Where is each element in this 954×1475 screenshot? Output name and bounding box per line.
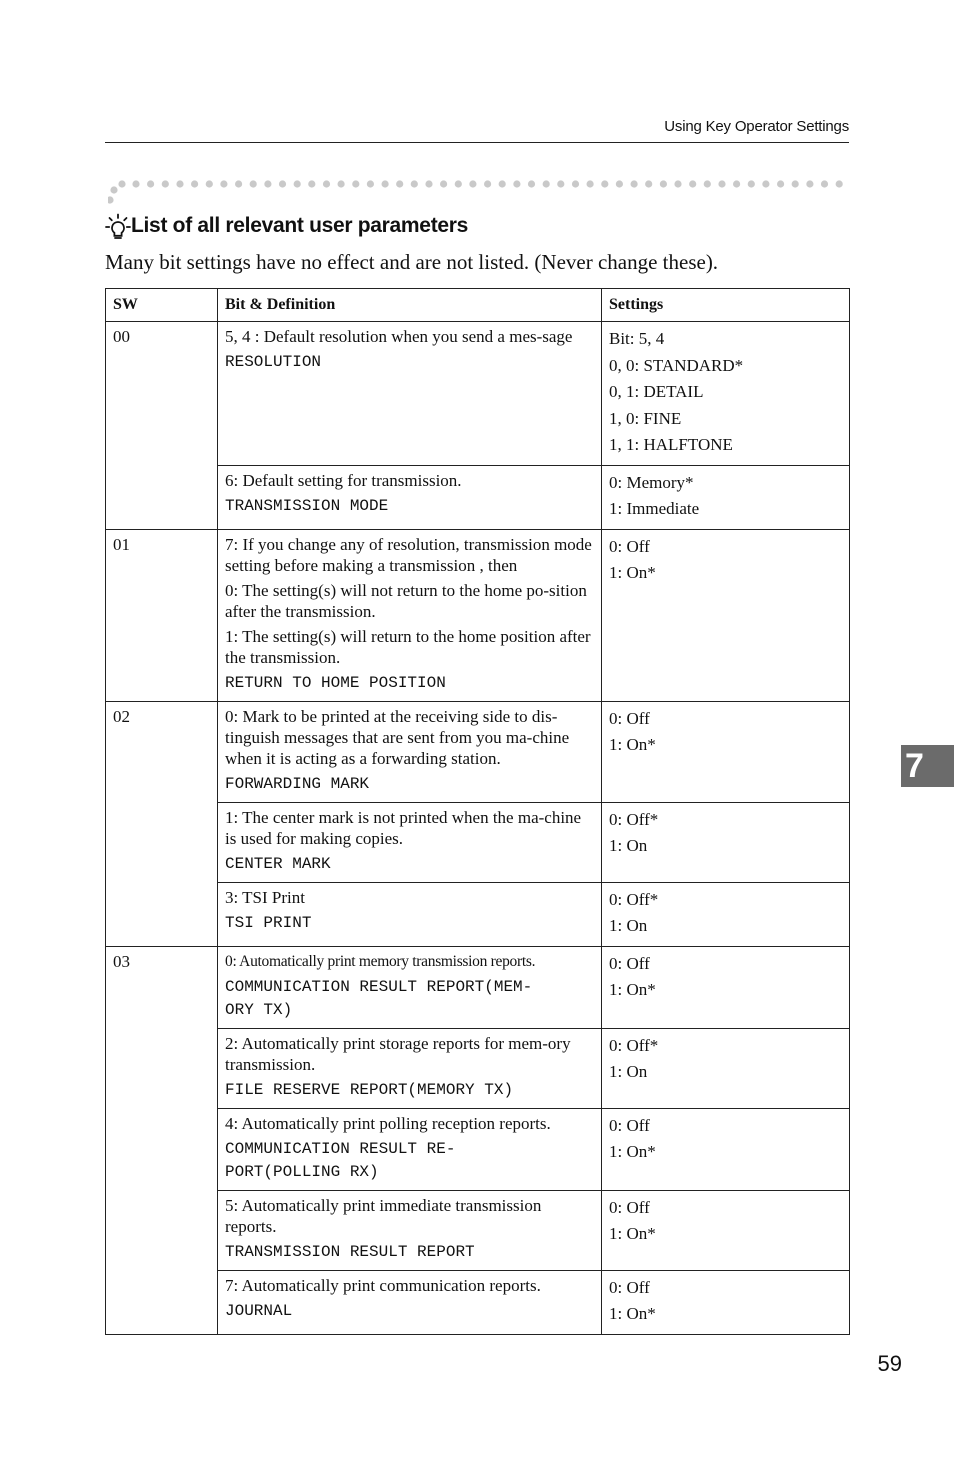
- table-row: [106, 802, 850, 882]
- separator-dot: [220, 180, 227, 187]
- table-header-row: [106, 289, 850, 322]
- separator-dot: [308, 180, 315, 187]
- lightbulb-icon: [105, 213, 131, 241]
- setting-option: 0, 1: DETAIL: [609, 382, 704, 401]
- separator-dot: [440, 180, 447, 187]
- parameter-code: JOURNAL: [225, 1301, 293, 1320]
- separator-dot: [382, 180, 389, 187]
- definition-text: 4: Automatically print polling reception reports.: [225, 1113, 551, 1133]
- definition-text: 7: If you change any of resolution, transmission mode setting before making a transmission , then: [225, 534, 592, 575]
- separator-dot: [660, 180, 667, 187]
- sw-cell: 03: [106, 946, 218, 1334]
- table-row: [106, 529, 850, 701]
- parameter-code: COMMUNICATION RESULT REPORT(MEM-: [225, 977, 533, 996]
- definition-cell: [218, 529, 602, 701]
- setting-option: 0: Off: [609, 708, 650, 728]
- setting-option: 1: On*: [609, 1304, 656, 1323]
- definition-cell: [218, 1028, 602, 1108]
- separator-dot: [367, 180, 374, 187]
- parameter-code: TRANSMISSION MODE: [225, 496, 389, 515]
- definition-cell: [218, 701, 602, 802]
- setting-option: 0, 0: STANDARD*: [609, 355, 744, 375]
- table-row: [106, 946, 850, 1028]
- definition-text: 1: The center mark is not printed when the ma-chine is used for making copies.: [225, 807, 582, 848]
- separator-dot: [704, 180, 711, 187]
- running-header: Using Key Operator Settings: [664, 118, 849, 135]
- definition-text: 3: TSI Print: [225, 887, 305, 907]
- separator-dot: [469, 180, 476, 187]
- setting-option: 1: On*: [609, 1142, 656, 1161]
- definition-cell: [218, 465, 602, 529]
- parameter-code: ORY TX): [225, 1000, 293, 1019]
- parameter-code: RETURN TO HOME POSITION: [225, 673, 446, 692]
- separator-dot: [806, 180, 813, 187]
- setting-option: 0: Off: [609, 536, 650, 556]
- setting-option: 0: Memory*: [609, 472, 694, 492]
- setting-option: 0: Off: [609, 1197, 650, 1217]
- parameter-code: FILE RESERVE REPORT(MEMORY TX): [225, 1080, 514, 1099]
- table-row: [106, 1028, 850, 1108]
- setting-option: 1: On*: [609, 563, 656, 582]
- table-row: [106, 1270, 850, 1334]
- parameter-code: TRANSMISSION RESULT REPORT: [225, 1242, 475, 1261]
- separator-dot: [616, 180, 623, 187]
- page-number: 59: [877, 1351, 902, 1376]
- header-settings: Settings: [602, 289, 850, 322]
- setting-option: 1: On: [609, 836, 648, 855]
- separator-dot: [733, 180, 740, 187]
- table-body: [106, 322, 850, 1335]
- setting-option: 1: On*: [609, 980, 656, 999]
- separator-dot: [425, 180, 432, 187]
- table-row: [106, 882, 850, 946]
- setting-option: 0: Off*: [609, 889, 659, 909]
- setting-option: 1: On: [609, 916, 648, 935]
- separator-dot: [294, 180, 301, 187]
- separator-dot: [748, 180, 755, 187]
- settings-cell: [602, 1108, 850, 1190]
- parameter-code: FORWARDING MARK: [225, 774, 370, 793]
- separator-dot: [821, 180, 828, 187]
- header-rule: [105, 142, 849, 143]
- separator-dot: [674, 180, 681, 187]
- separator-dot: [455, 180, 462, 187]
- definition-cell: [218, 322, 602, 466]
- setting-option: 1, 0: FINE: [609, 408, 682, 428]
- definition-text: 1: The setting(s) will return to the home position after the transmission.: [225, 626, 591, 667]
- settings-cell: [602, 1028, 850, 1108]
- table-row: [106, 701, 850, 802]
- separator-dot: [762, 180, 769, 187]
- definition-text: 0: The setting(s) will not return to the home po-sition after the transmission.: [225, 580, 587, 621]
- definition-text: 0: Automatically print memory transmission reports.: [225, 952, 536, 970]
- definition-cell: [218, 946, 602, 1028]
- separator-dot: [557, 180, 564, 187]
- setting-option: 1: On*: [609, 1224, 656, 1243]
- separator-dot: [323, 180, 330, 187]
- separator-dot: [528, 180, 535, 187]
- separator-dot: [235, 180, 242, 187]
- intro-text: Many bit settings have no effect and are not listed. (Never change these).: [105, 250, 719, 274]
- definition-cell: [218, 1190, 602, 1270]
- table-row: [106, 322, 850, 466]
- separator-dot: [777, 180, 784, 187]
- definition-cell: [218, 1108, 602, 1190]
- setting-option: 1: On*: [609, 735, 656, 754]
- separator-dot: [396, 180, 403, 187]
- setting-option: 1: On: [609, 1062, 648, 1081]
- definition-text: 7: Automatically print communication reports.: [225, 1275, 541, 1295]
- separator-dot: [499, 180, 506, 187]
- definition-text: 5: Automatically print immediate transmission reports.: [225, 1195, 542, 1236]
- header-sw: SW: [106, 289, 218, 322]
- separator-dot: [338, 180, 345, 187]
- table-row: [106, 1108, 850, 1190]
- table-row: [106, 465, 850, 529]
- separator-dot: [631, 180, 638, 187]
- definition-cell: [218, 882, 602, 946]
- separator-dot: [162, 180, 169, 187]
- settings-cell: [602, 802, 850, 882]
- separator-dot: [132, 180, 139, 187]
- separator-dot: [250, 180, 257, 187]
- setting-option: 0: Off*: [609, 809, 659, 829]
- parameter-code: RESOLUTION: [225, 353, 322, 371]
- section-title: List of all relevant user parameters: [131, 214, 469, 237]
- settings-cell: [602, 322, 850, 466]
- setting-option: Bit: 5, 4: [609, 329, 665, 348]
- separator-dot: [689, 180, 696, 187]
- setting-option: 0: Off: [609, 953, 650, 973]
- separator-dot: [587, 180, 594, 187]
- settings-cell: [602, 1270, 850, 1334]
- separator-dot: [279, 180, 286, 187]
- setting-option: 0: Off: [609, 1115, 650, 1135]
- separator-dot: [176, 180, 183, 187]
- separator-dot: [792, 180, 799, 187]
- settings-cell: [602, 946, 850, 1028]
- chapter-tab: 7: [901, 745, 954, 787]
- parameter-code: PORT(POLLING RX): [225, 1162, 379, 1181]
- separator-dot: [543, 180, 550, 187]
- separator-dot: [645, 180, 652, 187]
- settings-cell: [602, 529, 850, 701]
- setting-option: 0: Off*: [609, 1035, 659, 1055]
- sw-cell: 01: [106, 529, 218, 701]
- parameter-code: COMMUNICATION RESULT RE-: [225, 1139, 456, 1158]
- definition-text: 6: Default setting for transmission.: [225, 470, 462, 490]
- separator-dot: [572, 180, 579, 187]
- setting-option: 1: Immediate: [609, 499, 700, 518]
- settings-cell: [602, 882, 850, 946]
- table-row: [106, 1190, 850, 1270]
- settings-cell: [602, 465, 850, 529]
- definition-cell: [218, 802, 602, 882]
- separator-dot: [601, 180, 608, 187]
- separator-dot: [147, 180, 154, 187]
- separator-dot: [206, 180, 213, 187]
- separator-dot: [108, 196, 114, 203]
- sw-cell: 02: [106, 701, 218, 946]
- settings-cell: [602, 1190, 850, 1270]
- definition-cell: [218, 1270, 602, 1334]
- separator-dot: [118, 180, 125, 187]
- setting-option: 0: Off: [609, 1277, 650, 1297]
- settings-cell: [602, 701, 850, 802]
- separator-dot: [352, 180, 359, 187]
- separator-dot: [110, 186, 117, 193]
- sw-cell: 00: [106, 322, 218, 530]
- separator-dot: [513, 180, 520, 187]
- separator-dot: [264, 180, 271, 187]
- parameter-code: TSI PRINT: [225, 913, 312, 932]
- definition-text: 5, 4 : Default resolution when you send a mes-sage: [225, 327, 573, 346]
- separator-dot: [836, 180, 843, 187]
- dotted-separator: [108, 180, 848, 210]
- definition-text: 2: Automatically print storage reports for mem-ory transmission.: [225, 1033, 571, 1074]
- setting-option: 1, 1: HALFTONE: [609, 435, 733, 454]
- separator-dot: [484, 180, 491, 187]
- separator-dot: [191, 180, 198, 187]
- definition-text: 0: Mark to be printed at the receiving side to dis-tinguish messages that are sent from you ma-chine when it is acting as a forwarding station.: [225, 706, 570, 768]
- user-parameters-table: [105, 288, 850, 1335]
- separator-dot: [718, 180, 725, 187]
- header-bit-definition: Bit & Definition: [218, 289, 602, 322]
- separator-dot: [411, 180, 418, 187]
- parameter-code: CENTER MARK: [225, 854, 331, 873]
